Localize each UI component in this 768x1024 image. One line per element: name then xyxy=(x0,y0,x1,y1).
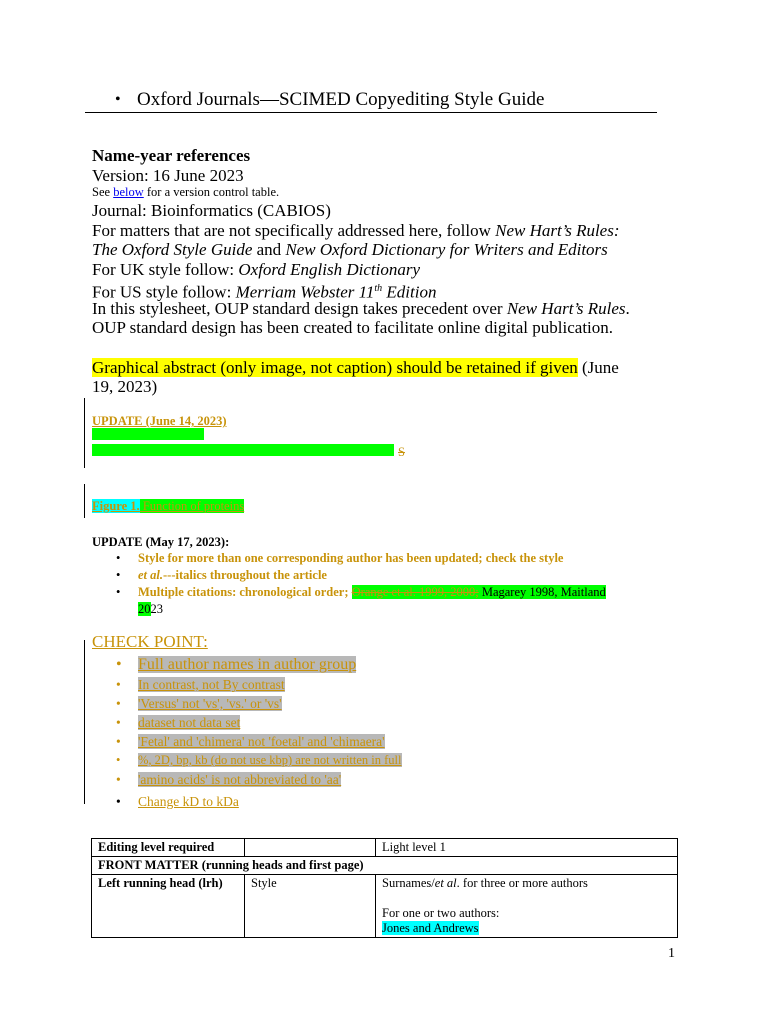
document-title: Oxford Journals—SCIMED Copyediting Style Guide xyxy=(137,89,545,110)
lrh-rule-post: . for three or more authors xyxy=(456,876,588,890)
checkpoint-item-text: Change kD to kDa xyxy=(138,794,239,809)
table-cell: Light level 1 xyxy=(376,839,678,857)
us-ref: Merriam Webster 11 xyxy=(235,282,375,302)
oup-design-line: OUP standard design has been created to facilitate online digital publication. xyxy=(92,318,614,337)
checkpoint-item: • Change kD to kDa xyxy=(116,794,239,809)
lrh-rule-italic: et al xyxy=(434,876,457,890)
table-cell: Left running head (lrh) xyxy=(92,875,245,938)
checkpoint-item-text: Full author names in author group xyxy=(138,656,357,673)
checkpoint-item: • Full author names in author group xyxy=(116,656,357,673)
matters-and: and xyxy=(252,240,286,259)
table-cell: Editing level required xyxy=(92,839,245,857)
stylesheet-post: . xyxy=(625,299,630,318)
table-row xyxy=(92,875,678,938)
update-may-title: UPDATE (May 17, 2023): xyxy=(92,535,230,549)
update-june-line-2-wrap xyxy=(92,444,405,460)
version-line: Version: 16 June 2023 xyxy=(92,166,244,185)
stylesheet-ref: New Hart’s Rules xyxy=(506,299,626,318)
checkpoint-item-text: 'Versus' not 'vs', 'vs.' or 'vs' xyxy=(138,696,282,711)
update-may-item-text: Style for more than one corresponding author has been updated; check the style xyxy=(138,551,564,565)
update-june-line-1-wrap xyxy=(92,428,405,442)
update-june-line-1 xyxy=(92,428,204,440)
figure-caption: Function of proteins xyxy=(139,499,245,513)
revision-bar xyxy=(84,484,85,518)
update-june-title: UPDATE (June 14, 2023) xyxy=(92,414,227,428)
lrh-rule-pre: Surnames/ xyxy=(382,876,435,890)
title-row xyxy=(85,88,657,113)
checkpoint-item: • dataset not data set xyxy=(116,715,241,730)
checkpoint-item-text: %, 2D, bp, kb (do not use kbp) are not written in full xyxy=(138,753,402,767)
uk-ref: Oxford English Dictionary xyxy=(238,260,421,279)
us-ref-post: Edition xyxy=(382,282,437,302)
checkpoint-item: • In contrast, not By contrast xyxy=(116,677,285,692)
graphical-abstract-highlight: Graphical abstract (only image, not caption) should be retained if given xyxy=(92,358,578,377)
checkpoint-item-text: In contrast, not By contrast xyxy=(138,677,285,692)
checkpoint-item: • 'Fetal' and 'chimera' not 'foetal' and 'chimaera' xyxy=(116,734,385,749)
update-may-item-continuation xyxy=(92,601,606,618)
update-may-struck-citation: Orange et al. 1999, 2000; xyxy=(351,585,479,599)
lrh-rule-line-2: For one or two authors: xyxy=(382,906,500,920)
update-may-cont-highlight: 20 xyxy=(138,602,151,616)
checkpoint-item: • 'Versus' not 'vs', 'vs.' or 'vs' xyxy=(116,696,282,711)
us-pre: For US style follow: xyxy=(92,282,236,302)
section-heading: Name-year references xyxy=(92,146,251,165)
update-may-item-text: ---italics throughout the article xyxy=(163,568,327,582)
update-may-list xyxy=(92,550,606,618)
update-may-item: • Style for more than one corresponding author has been updated; check the style xyxy=(116,551,564,565)
below-link[interactable]: below xyxy=(113,185,144,199)
update-june-block xyxy=(92,414,405,460)
lrh-example: Jones and Andrews xyxy=(382,921,479,935)
uk-pre: For UK style follow: xyxy=(92,260,239,279)
table-cell xyxy=(245,839,376,857)
update-may-item: • et al.---italics throughout the article xyxy=(116,568,327,582)
revision-bar xyxy=(84,640,85,804)
table-cell: FRONT MATTER (running heads and first page) xyxy=(92,857,678,875)
matters-line-2 xyxy=(92,240,608,260)
lrh-rule xyxy=(382,876,671,891)
stylesheet-line xyxy=(92,299,630,319)
checkpoint-list xyxy=(92,654,402,811)
see-below-line xyxy=(92,185,279,199)
see-after-text: for a version control table. xyxy=(143,185,280,199)
revision-bar xyxy=(84,398,85,468)
graphical-abstract-rest: (June xyxy=(577,358,619,377)
us-ref-sup: th xyxy=(374,283,383,294)
graphical-abstract-line-1 xyxy=(92,358,619,378)
table-row xyxy=(92,857,678,875)
matters-nhr: New Hart’s Rules: xyxy=(495,221,620,240)
checkpoint-item-text: dataset not data set xyxy=(138,715,241,730)
table-cell xyxy=(376,875,678,938)
update-may-item-text: Multiple citations: chronological order; xyxy=(138,585,352,599)
table-cell: Style xyxy=(245,875,376,938)
editing-table xyxy=(91,838,678,938)
checkpoint-item: • 'amino acids' is not abbreviated to 'aa' xyxy=(116,772,342,787)
figure-label: Figure 1. xyxy=(92,499,140,513)
update-may-cont-text: 23 xyxy=(150,602,163,616)
checkpoint-title: CHECK POINT: xyxy=(92,632,208,651)
matters-dict: New Oxford Dictionary for Writers and Editors xyxy=(285,240,608,259)
update-june-mark: S xyxy=(398,445,405,459)
stylesheet-pre: In this stylesheet, OUP standard design takes precedent over xyxy=(92,299,507,318)
table-row xyxy=(92,839,678,857)
update-may-item-italic: et al. xyxy=(138,568,163,582)
page-number: 1 xyxy=(668,946,675,961)
checkpoint-item: • %, 2D, bp, kb (do not use kbp) are not written in full xyxy=(116,753,402,767)
update-may-item: • Multiple citations: chronological order; Orange et al. 1999, 2000; Magarey 1998, Maitland xyxy=(116,585,606,599)
figure-line xyxy=(92,499,244,513)
uk-style-line xyxy=(92,260,420,280)
matters-line-1 xyxy=(92,221,620,241)
update-june-line-2 xyxy=(92,444,394,456)
matters-pre: For matters that are not specifically addressed here, follow xyxy=(92,221,496,240)
update-may-citation: Magarey 1998, Maitland xyxy=(478,585,606,599)
see-before-text: See xyxy=(92,185,114,199)
checkpoint-item-text: 'Fetal' and 'chimera' not 'foetal' and 'chimaera' xyxy=(138,734,385,749)
title-bullet: • xyxy=(115,91,121,108)
journal-line: Journal: Bioinformatics (CABIOS) xyxy=(92,201,331,220)
matters-guide: The Oxford Style Guide xyxy=(92,240,253,259)
checkpoint-item-text: 'amino acids' is not abbreviated to 'aa' xyxy=(138,772,342,787)
graphical-abstract-line-2: 19, 2023) xyxy=(92,377,158,396)
